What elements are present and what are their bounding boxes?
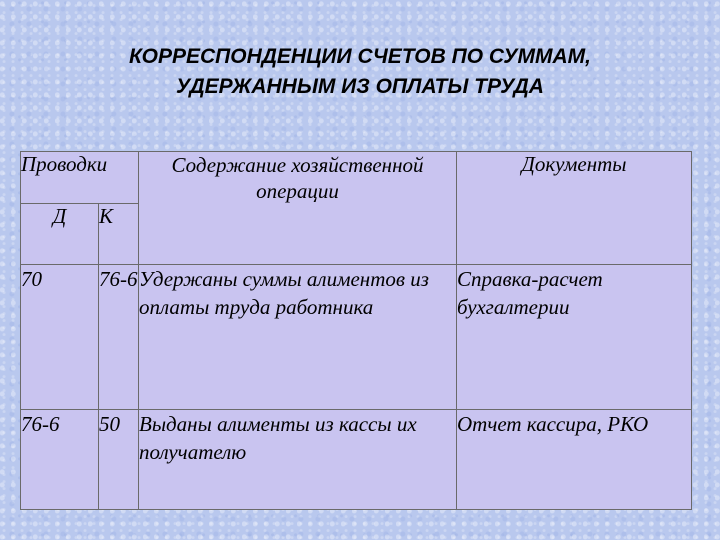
slide-title: [0, 42, 720, 102]
header-credit: К: [99, 204, 139, 265]
document-cell: Отчет кассира, РКО: [457, 410, 692, 510]
header-content: Содержание хозяйственной операции: [139, 152, 457, 265]
header-documents: Документы: [457, 152, 692, 265]
credit-cell: 76-6: [99, 265, 139, 410]
header-debit: Д: [21, 204, 99, 265]
debit-cell: 76-6: [21, 410, 99, 510]
credit-cell: 50: [99, 410, 139, 510]
header-provodki: Проводки: [21, 152, 139, 204]
content-cell: Удержаны суммы алиментов из оплаты труда работника: [139, 265, 457, 410]
header-row: [21, 152, 692, 204]
postings-table: [20, 151, 692, 510]
content-cell: Выданы алименты из кассы их получателю: [139, 410, 457, 510]
debit-cell: 70: [21, 265, 99, 410]
document-cell: Справка-расчет бухгалтерии: [457, 265, 692, 410]
table-row: [21, 265, 692, 410]
slide-title-line-1: КОРРЕСПОНДЕНЦИИ СЧЕТОВ ПО СУММАМ,: [129, 45, 591, 68]
table-row: [21, 410, 692, 510]
slide-title-line-2: УДЕРЖАННЫМ ИЗ ОПЛАТЫ ТРУДА: [176, 75, 544, 98]
